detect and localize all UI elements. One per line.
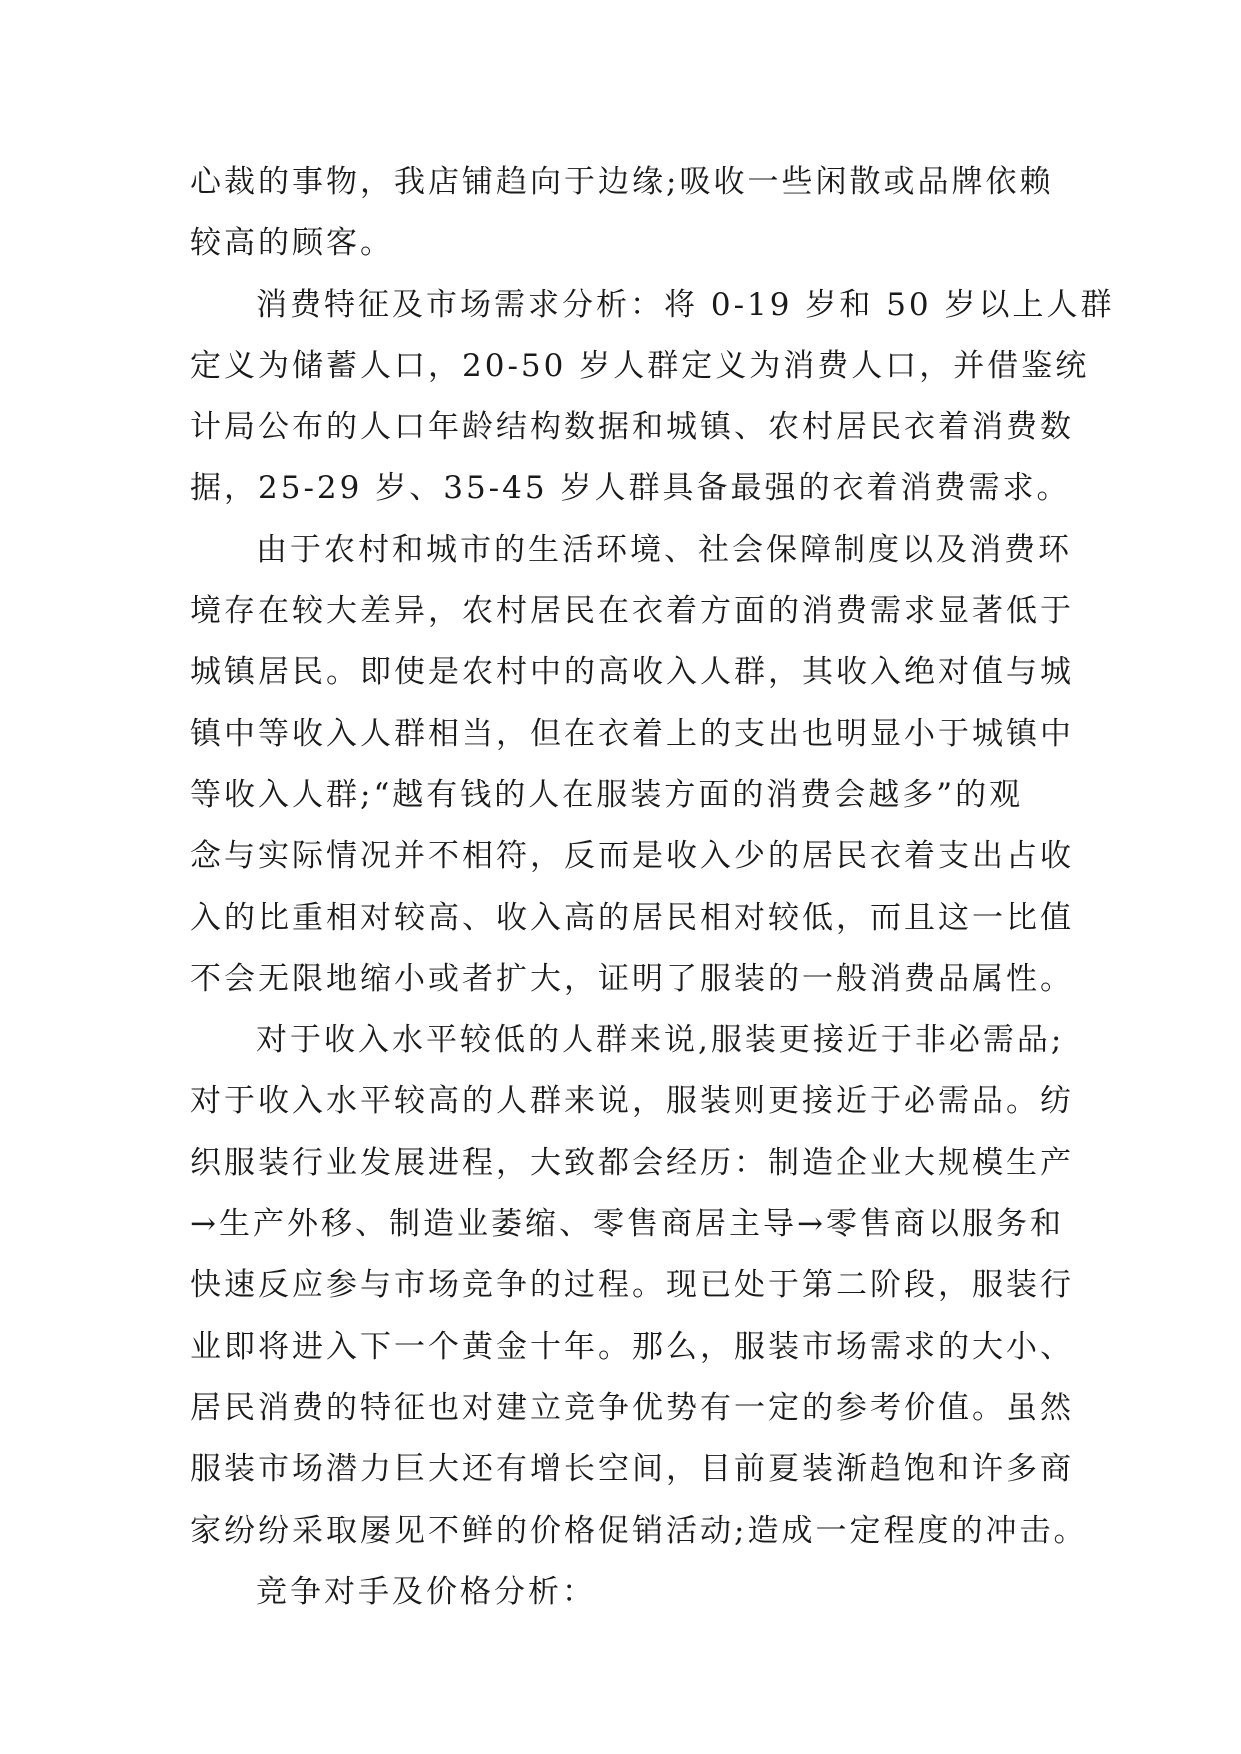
text-line: 念与实际情况并不相符，反而是收入少的居民衣着支出占收 xyxy=(190,838,1074,875)
paragraph xyxy=(190,520,1074,1010)
text-line: 由于农村和城市的生活环境、社会保障制度以及消费环 xyxy=(256,531,1072,568)
text-line: 较高的顾客。 xyxy=(190,225,394,262)
paragraph xyxy=(190,275,1115,520)
text-line: 境存在较大差异，农村居民在衣着方面的消费需求显著低于 xyxy=(190,593,1074,630)
text-line: 对于收入水平较低的人群来说,服装更接近于非必需品; xyxy=(256,1022,1065,1059)
text-line: 入的比重相对较高、收入高的居民相对较低，而且这一比值 xyxy=(190,899,1074,936)
text-line: 心裁的事物，我店铺趋向于边缘;吸收一些闲散或品牌依赖 xyxy=(190,164,1054,200)
text-line: 计局公布的人口年龄结构数据和城镇、农村居民衣着消费数 xyxy=(190,409,1074,446)
text-line: 家纷纷采取屡见不鲜的价格促销活动;造成一定程度的冲击。 xyxy=(190,1512,1088,1549)
text-line: 镇中等收入人群相当，但在衣着上的支出也明显小于城镇中 xyxy=(190,715,1074,752)
text-line: 业即将进入下一个黄金十年。那么，服装市场需求的大小、 xyxy=(190,1328,1074,1365)
text-line: 城镇居民。即使是农村中的高收入人群，其收入绝对值与城 xyxy=(190,654,1074,691)
text-line: 服装市场潜力巨大还有增长空间，目前夏装渐趋饱和许多商 xyxy=(190,1451,1074,1488)
text-line: 据，25-29 岁、35-45 岁人群具备最强的衣着消费需求。 xyxy=(190,470,1071,507)
text-line: 不会无限地缩小或者扩大，证明了服装的一般消费品属性。 xyxy=(190,960,1074,997)
paragraph xyxy=(190,1010,1088,1562)
text-line: 快速反应参与市场竞争的过程。现已处于第二阶段，服装行 xyxy=(190,1267,1074,1304)
text-line: 竞争对手及价格分析： xyxy=(256,1573,596,1610)
paragraph xyxy=(190,1562,1050,1623)
paragraph xyxy=(190,152,1054,275)
text-line: 定义为储蓄人口，20-50 岁人群定义为消费人口，并借鉴统 xyxy=(190,347,1090,384)
text-line: 消费特征及市场需求分析：将 0-19 岁和 50 岁以上人群 xyxy=(256,286,1115,323)
text-line: 居民消费的特征也对建立竞争优势有一定的参考价值。虽然 xyxy=(190,1389,1074,1426)
document-body xyxy=(190,152,1115,1623)
text-line: →生产外移、制造业萎缩、零售商居主导→零售商以服务和 xyxy=(190,1206,1064,1243)
text-line: 对于收入水平较高的人群来说，服装则更接近于必需品。纺 xyxy=(190,1083,1074,1120)
text-line: 等收入人群;“越有钱的人在服装方面的消费会越多”的观 xyxy=(190,776,1024,813)
text-line: 织服装行业发展进程，大致都会经历：制造企业大规模生产 xyxy=(190,1144,1074,1181)
